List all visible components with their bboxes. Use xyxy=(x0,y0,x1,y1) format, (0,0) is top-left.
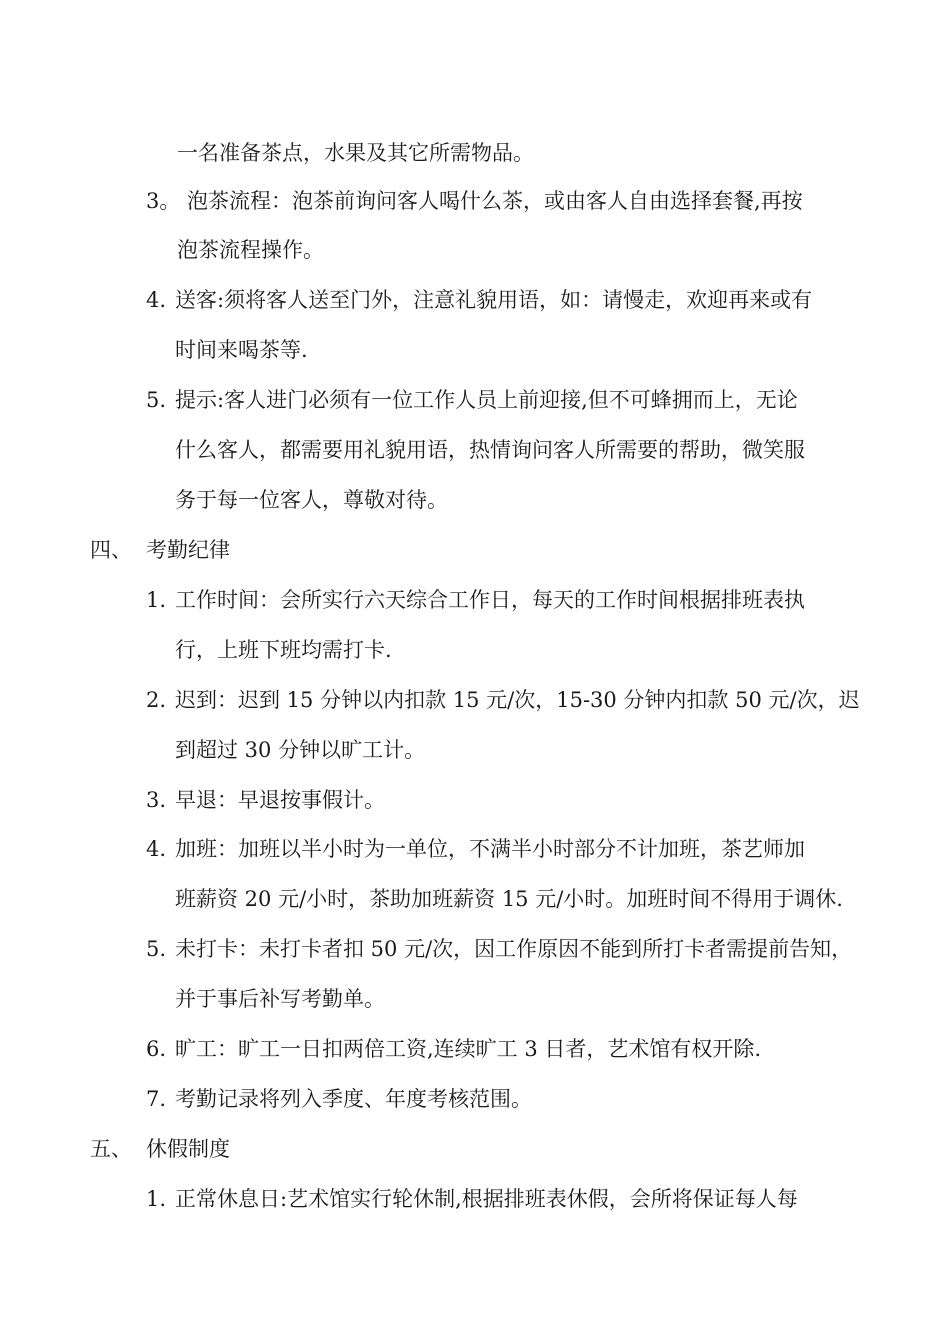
list-number: 7. xyxy=(146,1087,167,1111)
list-number: 5. xyxy=(146,937,167,961)
list-number: 4. xyxy=(146,837,167,861)
text-line: 正常休息日:艺术馆实行轮休制,根据排班表休假，会所将保证每人每 xyxy=(175,1187,798,1211)
list-number: 5. xyxy=(146,388,167,412)
text-line: 行，上班下班均需打卡. xyxy=(175,638,392,662)
section-number: 四、 xyxy=(90,538,132,562)
text-line: 迟到：迟到 15 分钟以内扣款 15 元/次，15-30 分钟内扣款 50 元/次，迟 xyxy=(175,688,860,712)
text-line: 一名准备茶点，水果及其它所需物品。 xyxy=(177,141,534,165)
text-line: 考勤记录将列入季度、年度考核范围。 xyxy=(175,1087,532,1111)
text-line: 提示:客人进门必须有一位工作人员上前迎接,但不可蜂拥而上，无论 xyxy=(175,388,798,412)
text-line: 班薪资 20 元/小时，茶助加班薪资 15 元/小时。加班时间不得用于调休. xyxy=(175,887,843,911)
text-line: 时间来喝茶等. xyxy=(175,338,308,362)
text-line: 送客:须将客人送至门外，注意礼貌用语，如：请慢走，欢迎再来或有 xyxy=(175,288,813,312)
section-number: 五、 xyxy=(90,1137,132,1161)
list-number: 4. xyxy=(146,288,167,312)
list-number: 3。 xyxy=(146,189,181,213)
text-line: 泡茶流程：泡茶前询问客人喝什么茶，或由客人自由选择套餐,再按 xyxy=(187,189,803,213)
list-number: 3. xyxy=(146,788,167,812)
list-number: 2. xyxy=(146,688,167,712)
text-line: 并于事后补写考勤单。 xyxy=(175,987,385,1011)
text-line: 加班：加班以半小时为一单位，不满半小时部分不计加班，茶艺师加 xyxy=(175,837,805,861)
text-line: 泡茶流程操作。 xyxy=(177,238,324,262)
list-number: 1. xyxy=(146,588,167,612)
section-heading: 休假制度 xyxy=(146,1137,230,1161)
text-line: 务于每一位客人，尊敬对待。 xyxy=(175,488,448,512)
text-line: 工作时间：会所实行六天综合工作日，每天的工作时间根据排班表执 xyxy=(175,588,805,612)
text-line: 旷工：旷工一日扣两倍工资,连续旷工 3 日者，艺术馆有权开除. xyxy=(175,1037,762,1061)
text-line: 早退：早退按事假计。 xyxy=(175,788,385,812)
text-line: 到超过 30 分钟以旷工计。 xyxy=(175,738,426,762)
section-heading: 考勤纪律 xyxy=(146,538,230,562)
list-number: 6. xyxy=(146,1037,167,1061)
list-number: 1. xyxy=(146,1187,167,1211)
text-line: 什么客人，都需要用礼貌用语，热情询问客人所需要的帮助，微笑服 xyxy=(175,438,805,462)
text-line: 未打卡：未打卡者扣 50 元/次，因工作原因不能到所打卡者需提前告知， xyxy=(175,937,853,961)
